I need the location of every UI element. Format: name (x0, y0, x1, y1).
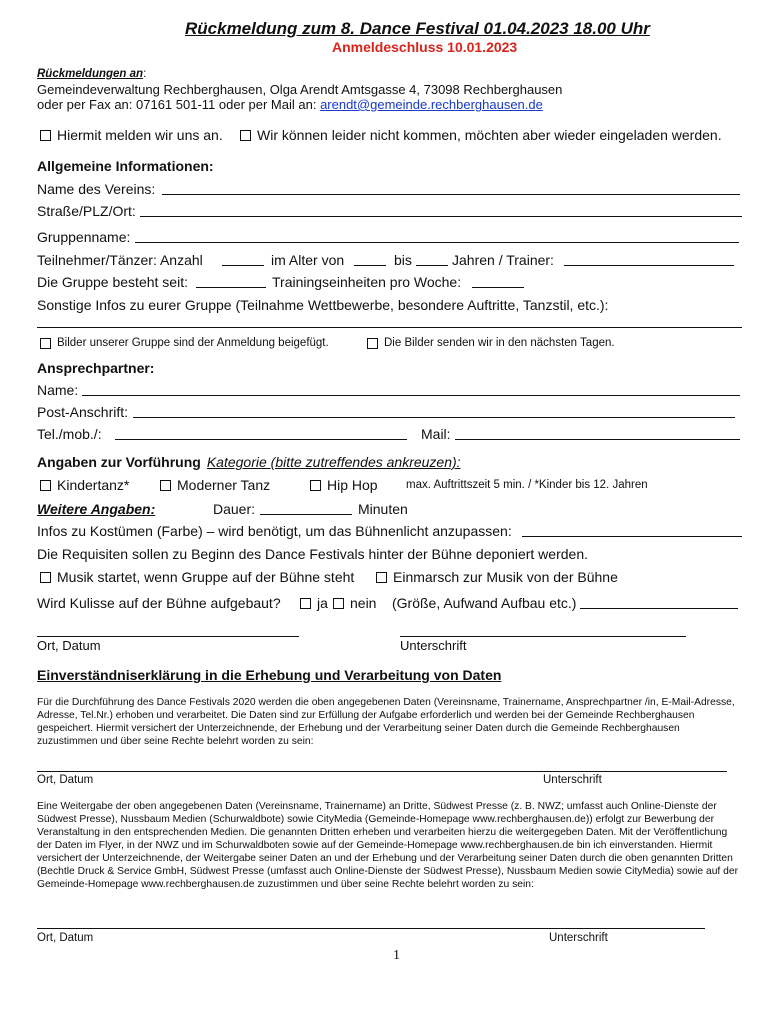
minutes-label: Minuten (358, 501, 408, 517)
consent-signature-label: Unterschrift (543, 774, 602, 786)
return-contact: oder per Fax an: 07161 501-11 oder per Mail an: arendt@gemeinde.rechberghausen.de (37, 97, 543, 112)
club-name-label: Name des Vereins: (37, 181, 156, 197)
general-heading: Allgemeine Informationen: (37, 158, 214, 174)
performance-heading: Angaben zur Vorführung Kategorie (bitte zutreffendes ankreuzen): (37, 454, 461, 470)
mail-field[interactable] (455, 439, 740, 440)
consent2-place-date-line[interactable] (37, 928, 705, 929)
category-kids-checkbox[interactable] (40, 480, 51, 491)
phone-label: Tel./mob./: (37, 426, 102, 442)
duration-label: Dauer: (213, 501, 256, 517)
attend-no-option[interactable]: Wir können leider nicht kommen, möchten aber wieder eingeladen werden. (240, 127, 722, 143)
scenery-size-field[interactable] (580, 608, 738, 609)
category-hiphop-option[interactable]: Hip Hop (310, 477, 378, 493)
street-field[interactable] (140, 216, 742, 217)
pictures-later-option[interactable]: Die Bilder senden wir in den nächsten Tagen. (367, 337, 615, 349)
attend-yes-option[interactable]: Hiermit melden wir uns an. (40, 127, 223, 143)
trainer-field[interactable] (564, 265, 734, 266)
music-start-option[interactable]: Musik startet, wenn Gruppe auf der Bühne steht (40, 569, 354, 585)
attend-no-checkbox[interactable] (240, 130, 251, 141)
consent-text-1: Für die Durchführung des Dance Festivals 2020 werden die oben angegebenen Daten (Vereinsname, Trainername, Ansprechpartner /in, E-Mail-Adresse, Adresse, Tel.Nr.) erhoben und verarbeitet. Die Daten sind zur Erfüllung der Aufgabe erforderlich und werden bei der Gemeinde Rechberghausen gespeichert. Hiermit versichert der Unterzeichnende, der Erhebung und der Verarbeitung seiner Daten durch die Gemeinde Rechberghausen zuzustimmen und über seine Rechte belehrt worden zu sein: (37, 697, 735, 747)
scenery-yes-option[interactable]: ja (300, 595, 328, 611)
age-from-field[interactable] (354, 265, 386, 266)
consent-text-2: Eine Weitergabe der oben angegebenen Daten (Vereinsname, Trainername) an Dritte, Südwest Presse (z. B. NWZ; umfasst auch Online-Dienste der Südwest Presse), Nussbaum Medien (Schurwaldbote) sowie CityMedia (Gemeinde-Homepage www.rechberghausen.de)) erfolgt zur Bewerbung der Veranstaltung in den entsprechenden Medien. Die genannten Dritten erheben und verarbeiten hierzu die weitergegeben Daten. Mit der Veröffentlichung der Daten im Flyer, in der NWZ und im Schurwaldboten sowie auf der Gemeinde-Homepage www.rechberghausen.de bin ich einverstanden. Hiermit versichert der Unterzeichnende, der Weitergabe seiner Daten an und der Erhebung und der Verarbeitung seiner Daten durch die oben genannten Dritten (Bechtle Druck & Service GmbH, Südwest Presse (umfasst auch Online-Dienste der Südwest Presse), Nussbaum Medien sowie CityMedia) sowie auf der Gemeinde-Homepage www.rechberghausen.de zuzustimmen und über seine Rechte belehrt worden zu sein: (37, 801, 739, 890)
more-info-heading: Weitere Angaben: (37, 501, 156, 517)
place-date-label: Ort, Datum (37, 638, 101, 653)
scenery-question: Wird Kulisse auf der Bühne aufgebaut? (37, 595, 281, 611)
age-to-label: bis (394, 252, 412, 268)
page-number: 1 (393, 948, 400, 963)
page-title: Rückmeldung zum 8. Dance Festival 01.04.2023 18.00 Uhr (185, 19, 650, 38)
consent2-signature-label: Unterschrift (549, 932, 608, 944)
club-name-field[interactable] (162, 194, 740, 195)
pictures-attached-option[interactable]: Bilder unserer Gruppe sind der Anmeldung beigefügt. (40, 337, 329, 349)
pictures-attached-checkbox[interactable] (40, 338, 51, 349)
age-from-label: im Alter von (271, 252, 345, 268)
participants-count-field[interactable] (222, 265, 264, 266)
max-time-note: max. Auftrittszeit 5 min. / *Kinder bis 12. Jahren (406, 479, 648, 491)
other-info-label: Sonstige Infos zu eurer Gruppe (Teilnahme Wettbewerbe, besondere Auftritte, Tanzstil, etc.): (37, 297, 609, 313)
place-date-line[interactable] (37, 636, 299, 637)
postal-label: Post-Anschrift: (37, 404, 129, 420)
scenery-no-checkbox[interactable] (333, 598, 344, 609)
mail-label: Mail: (421, 426, 451, 442)
return-address: Gemeindeverwaltung Rechberghausen, Olga Arendt Amtsgasse 4, 73098 Rechberghausen (37, 82, 563, 97)
costumes-field[interactable] (522, 536, 742, 537)
contact-name-field[interactable] (82, 395, 740, 396)
category-hiphop-checkbox[interactable] (310, 480, 321, 491)
return-to-heading: Rückmeldungen an: (37, 68, 147, 80)
street-label: Straße/PLZ/Ort: (37, 203, 136, 219)
attend-yes-checkbox[interactable] (40, 130, 51, 141)
music-entry-option[interactable]: Einmarsch zur Musik von der Bühne (376, 569, 618, 585)
signature-line[interactable] (400, 636, 686, 637)
consent-heading: Einverständniserklärung in die Erhebung und Verarbeitung von Daten (37, 667, 502, 683)
consent-place-date-line[interactable] (37, 771, 727, 772)
scenery-no-option[interactable]: nein (333, 595, 376, 611)
trainer-label: Jahren / Trainer: (452, 252, 554, 268)
contact-name-label: Name: (37, 382, 79, 398)
duration-field[interactable] (260, 514, 352, 515)
music-start-checkbox[interactable] (40, 572, 51, 583)
deadline-notice: Anmeldeschluss 10.01.2023 (332, 39, 518, 55)
participants-label: Teilnehmer/Tänzer: Anzahl (37, 252, 203, 268)
postal-field[interactable] (133, 417, 735, 418)
costumes-label: Infos zu Kostümen (Farbe) – wird benötigt, um das Bühnenlicht anzupassen: (37, 523, 512, 539)
consent2-place-date-label: Ort, Datum (37, 932, 94, 944)
category-hint: Kategorie (bitte zutreffendes ankreuzen): (206, 454, 461, 470)
email-link[interactable]: arendt@gemeinde.rechberghausen.de (320, 97, 543, 112)
phone-field[interactable] (115, 439, 407, 440)
group-name-field[interactable] (135, 242, 739, 243)
training-units-field[interactable] (472, 287, 524, 288)
group-since-field[interactable] (196, 287, 266, 288)
training-units-label: Trainingseinheiten pro Woche: (272, 274, 462, 290)
pictures-later-checkbox[interactable] (367, 338, 378, 349)
category-modern-checkbox[interactable] (160, 480, 171, 491)
age-to-field[interactable] (416, 265, 448, 266)
signature-label: Unterschrift (400, 638, 467, 653)
group-since-label: Die Gruppe besteht seit: (37, 274, 188, 290)
scenery-size-hint: (Größe, Aufwand Aufbau etc.) (392, 595, 577, 611)
props-note: Die Requisiten sollen zu Beginn des Dance Festivals hinter der Bühne deponiert werden. (37, 546, 588, 562)
other-info-field[interactable] (37, 327, 742, 328)
contact-heading: Ansprechpartner: (37, 360, 155, 376)
group-name-label: Gruppenname: (37, 229, 131, 245)
category-modern-option[interactable]: Moderner Tanz (160, 477, 270, 493)
music-entry-checkbox[interactable] (376, 572, 387, 583)
scenery-yes-checkbox[interactable] (300, 598, 311, 609)
category-kids-option[interactable]: Kindertanz* (40, 477, 129, 493)
consent-place-date-label: Ort, Datum (37, 774, 94, 786)
